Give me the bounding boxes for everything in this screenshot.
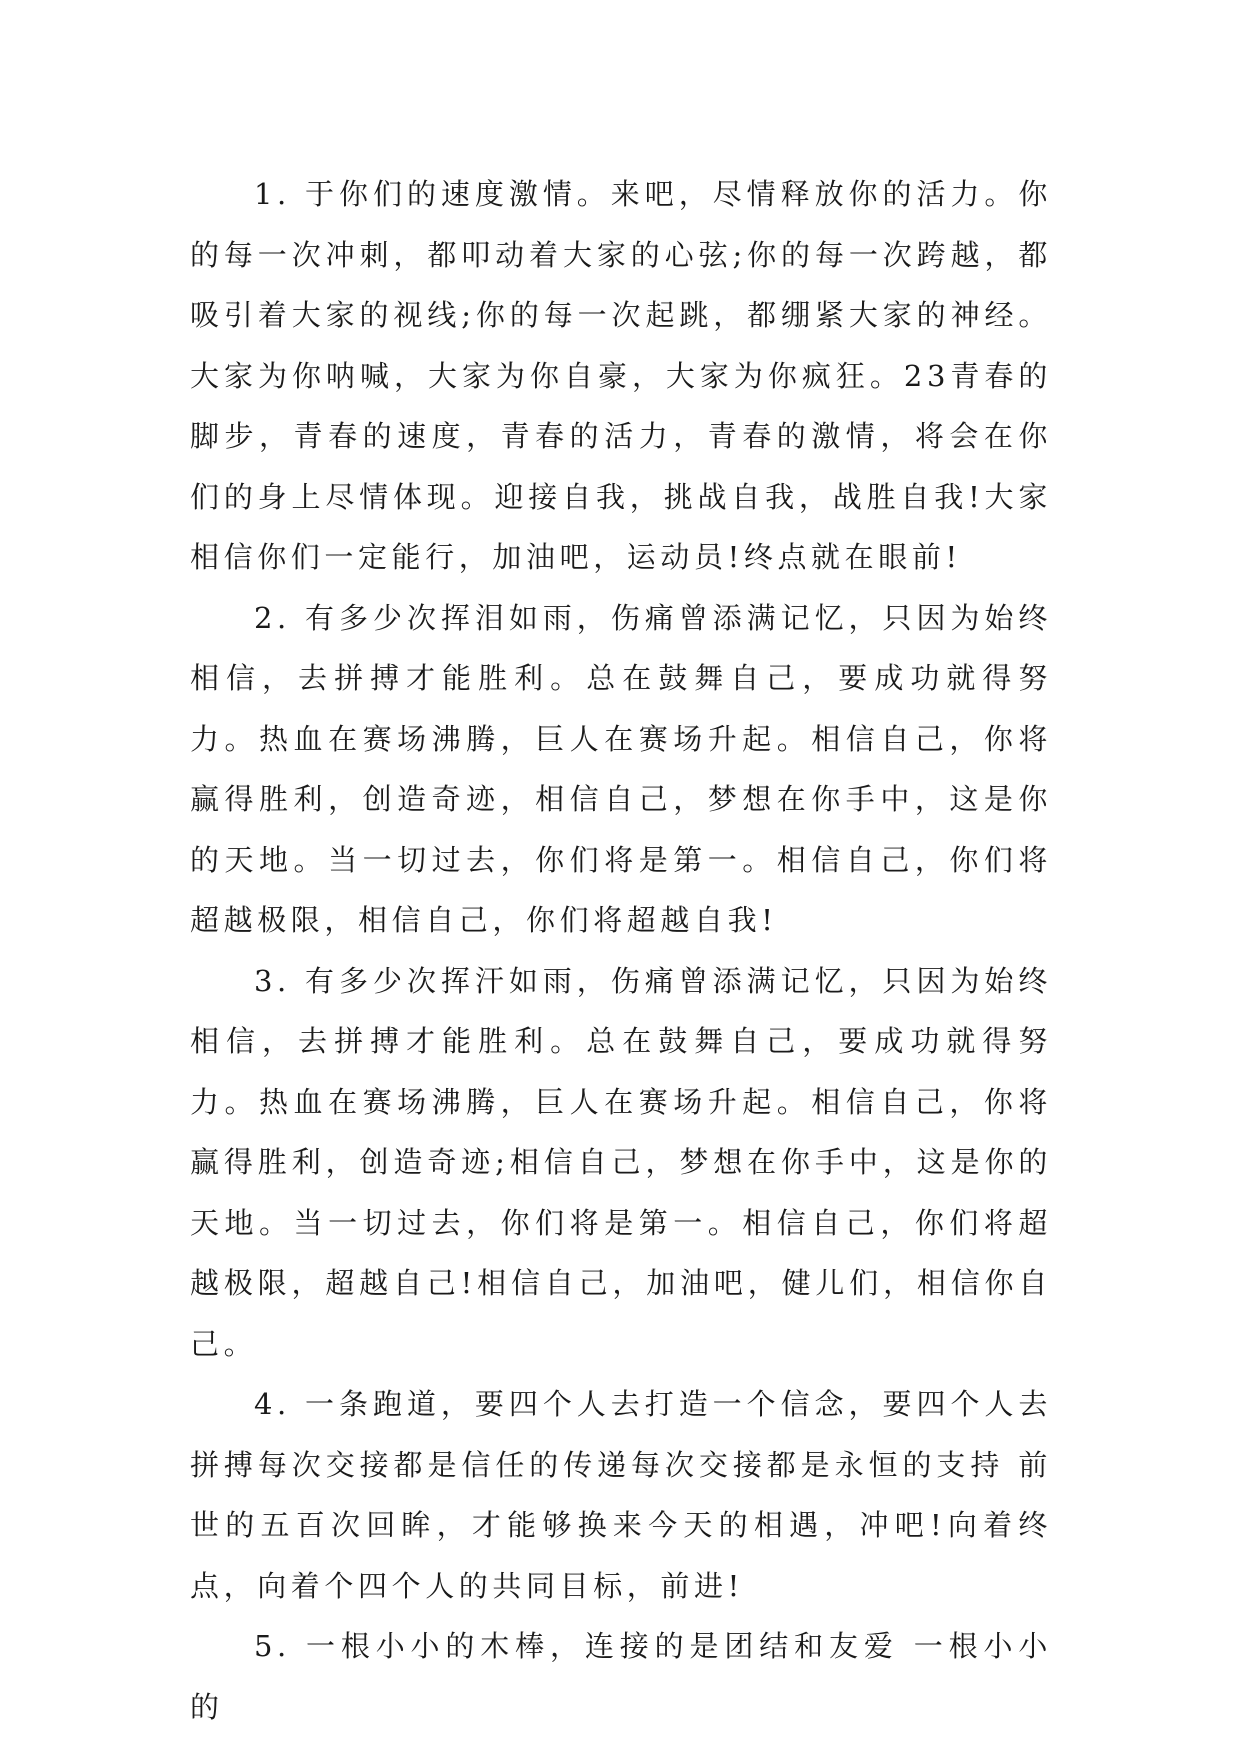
- paragraph-1: 1. 于你们的速度激情。来吧，尽情释放你的活力。你的每一次冲刺，都叩动着大家的心弦;你的每一次跨越，都吸引着大家的视线;你的每一次起跳，都绷紧大家的神经。大家为你呐喊，大家为你自豪，大家为你疯狂。23青春的脚步，青春的速度，青春的活力，青春的激情，将会在你们的身上尽情体现。迎接自我，挑战自我，战胜自我!大家相信你们一定能行，加油吧，运动员!终点就在眼前!: [190, 177, 1052, 574]
- paragraph-3: 3. 有多少次挥汗如雨，伤痛曾添满记忆，只因为始终相信，去拼搏才能胜利。总在鼓舞自己，要成功就得努力。热血在赛场沸腾，巨人在赛场升起。相信自己，你将赢得胜利，创造奇迹;相信自己，梦想在你手中，这是你的天地。当一切过去，你们将是第一。相信自己，你们将超越极限，超越自己!相信自己，加油吧，健儿们，相信你自己。: [190, 963, 1052, 1361]
- document-body: [190, 164, 1052, 1737]
- paragraph-5: 5. 一根小小的木棒，连接的是团结和友爱 一根小小的: [190, 1629, 1052, 1724]
- paragraph-4: 4. 一条跑道，要四个人去打造一个信念，要四个人去拼搏每次交接都是信任的传递每次交接都是永恒的支持 前世的五百次回眸，才能够换来今天的相遇，冲吧!向着终点，向着个四个人的共同目标，前进!: [190, 1387, 1052, 1603]
- paragraph-2: 2. 有多少次挥泪如雨，伤痛曾添满记忆，只因为始终相信，去拼搏才能胜利。总在鼓舞自己，要成功就得努力。热血在赛场沸腾，巨人在赛场升起。相信自己，你将赢得胜利，创造奇迹，相信自己，梦想在你手中，这是你的天地。当一切过去，你们将是第一。相信自己，你们将超越极限，相信自己，你们将超越自我!: [190, 600, 1052, 937]
